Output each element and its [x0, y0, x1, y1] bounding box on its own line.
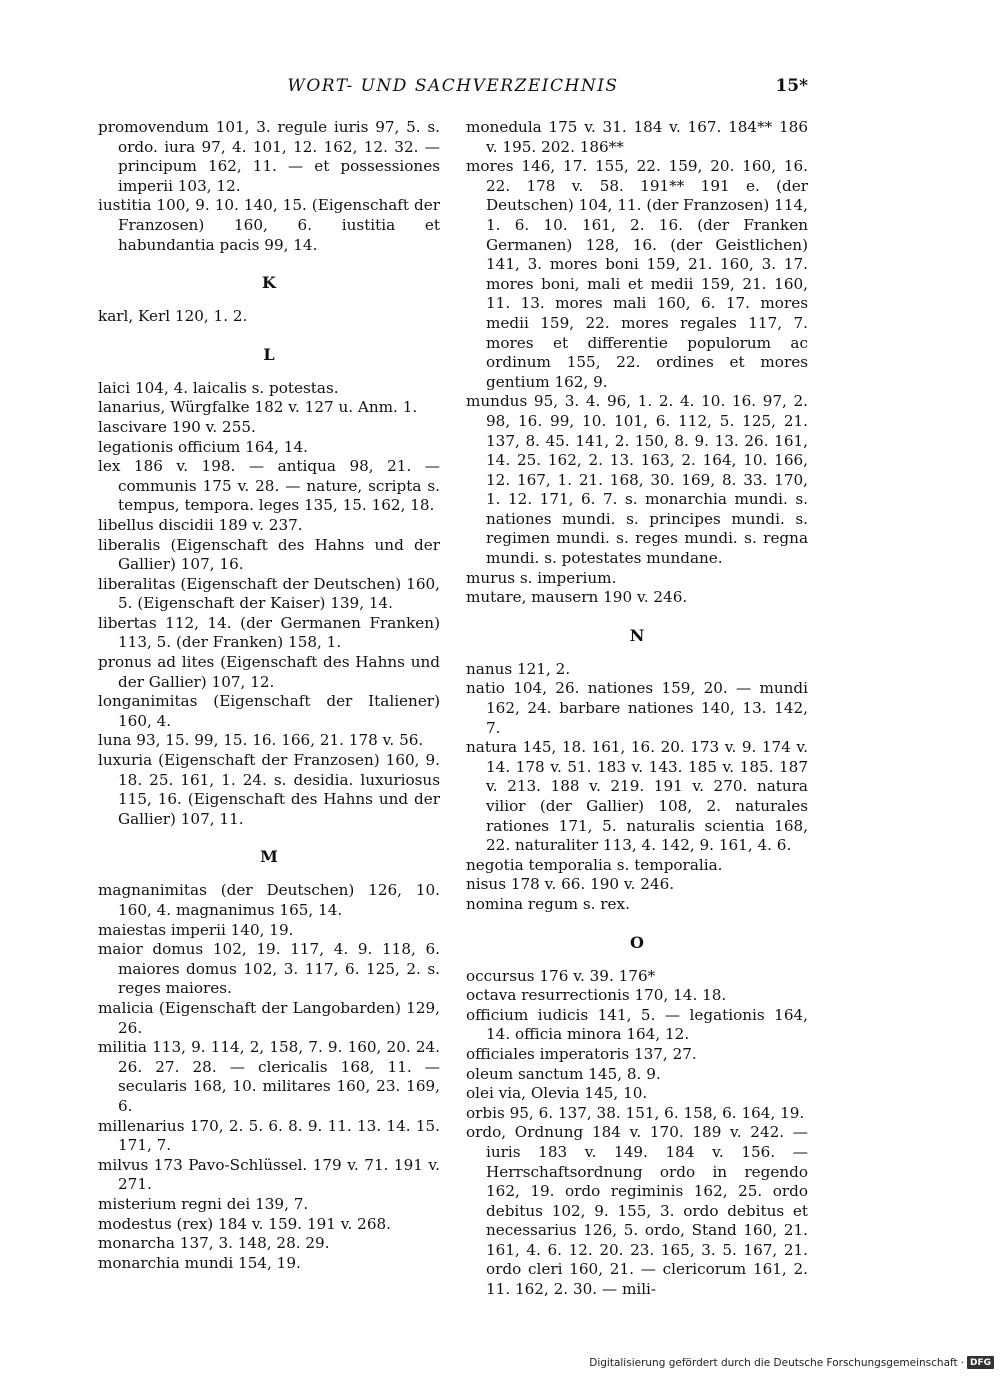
index-entry: monedula 175 v. 31. 184 v. 167. 184** 186 v. 195. 202. 186** [466, 118, 808, 156]
index-entry: liberalitas (Eigenschaft der Deutschen) 160, 5. (Eigenschaft der Kaiser) 139, 14. [98, 574, 440, 613]
dfg-logo-icon: DFG [967, 1356, 994, 1369]
section-letter: K [262, 273, 276, 293]
index-entry: orbis 95, 6. 137, 38. 151, 6. 158, 6. 164, 19. [466, 1103, 805, 1122]
index-entry: iustitia 100, 9. 10. 140, 15. (Eigenschaft der Franzosen) 160, 6. iustitia et habundantia pacis 99, 14. [98, 196, 440, 254]
index-entry: nisus 178 v. 66. 190 v. 246. [466, 875, 675, 894]
footer-credit [589, 1356, 994, 1369]
index-entry: officiales imperatoris 137, 27. [466, 1044, 697, 1063]
separator-dot: · [960, 1356, 964, 1369]
index-entry: murus s. imperium. [466, 568, 617, 587]
footer-text: Digitalisierung gefördert durch die Deutsche Forschungsgemeinschaft [589, 1356, 958, 1369]
index-entry: octava resurrectionis 170, 14. 18. [466, 986, 727, 1005]
index-entry: libertas 112, 14. (der Germanen Franken) 113, 5. (der Franken) 158, 1. [98, 613, 440, 652]
index-entry: longanimitas (Eigenschaft der Italiener) 160, 4. [98, 692, 440, 730]
index-entry: lex 186 v. 198. — antiqua 98, 21. — communis 175 v. 28. — nature, scripta s. tempus, tempora. leges 135, 15. 162, 18. [98, 457, 440, 515]
index-entry: karl, Kerl 120, 1. 2. [98, 307, 248, 326]
section-letter: N [629, 625, 645, 645]
index-entry: pronus ad lites (Eigenschaft des Hahns und der Gallier) 107, 12. [98, 653, 440, 691]
index-entry: mutare, mausern 190 v. 246. [466, 588, 688, 607]
index-entry: natura 145, 18. 161, 16. 20. 173 v. 9. 174 v. 14. 178 v. 51. 183 v. 143. 185 v. 185. 187 v. 213. 188 v. 219. 191 v. 270. natura vilior (der Gallier) 108, 2. naturales rationes 171, 5. naturalis scientia 168, 22. naturaliter 113, 4. 142, 9. 161, 4. 6. [466, 738, 808, 855]
index-entry: modestus (rex) 184 v. 159. 191 v. 268. [98, 1214, 392, 1233]
page-header [98, 76, 808, 100]
page-number: 15* [775, 76, 808, 96]
index-entry: monarchia mundi 154, 19. [98, 1253, 301, 1272]
index-entry: luxuria (Eigenschaft der Franzosen) 160, 9. 18. 25. 161, 1. 24. s. desidia. luxuriosus 115, 16. (Eigenschaft des Hahns und der Gallier) 107, 11. [98, 751, 440, 828]
running-title: WORT- UND SACHVERZEICHNIS [287, 76, 619, 96]
index-entry: luna 93, 15. 99, 15. 16. 166, 21. 178 v. 56. [98, 731, 424, 750]
index-entry: misterium regni dei 139, 7. [98, 1194, 309, 1213]
index-entry: legationis officium 164, 14. [98, 437, 308, 456]
left-column [98, 118, 440, 1273]
index-entry: lascivare 190 v. 255. [98, 417, 256, 436]
index-entry: mundus 95, 3. 4. 96, 1. 2. 4. 10. 16. 97, 2. 98, 16. 99, 10. 101, 6. 112, 5. 125, 21. 137, 8. 45. 141, 2. 150, 8. 9. 13. 26. 161, 14. 25. 162, 2. 13. 163, 2. 164, 10. 166, 12. 167, 1. 21. 168, 30. 169, 8. 33. 170, 1. 12. 171, 6. 7. s. monarchia mundi. s. nationes mundi. s. principes mundi. s. regimen mundi. s. reges mundi. s. regna mundi. s. potestates mundane. [466, 392, 808, 568]
index-entry: occursus 176 v. 39. 176* [466, 966, 656, 985]
index-entry: promovendum 101, 3. regule iuris 97, 5. s. ordo. iura 97, 4. 101, 12. 162, 12. 32. — principum 162, 11. — et possessiones imperii 103, 12. [98, 118, 440, 195]
index-entry: liberalis (Eigenschaft des Hahns und der Gallier) 107, 16. [98, 535, 440, 574]
index-entry: maiestas imperii 140, 19. [98, 920, 294, 939]
index-entry: millenarius 170, 2. 5. 6. 8. 9. 11. 13. 14. 15. 171, 7. [98, 1116, 440, 1155]
index-entry: natio 104, 26. nationes 159, 20. — mundi 162, 24. barbare nationes 140, 13. 142, 7. [466, 679, 808, 737]
index-entry: negotia temporalia s. temporalia. [466, 855, 723, 874]
index-entry: milvus 173 Pavo-Schlüssel. 179 v. 71. 191 v. 271. [98, 1155, 440, 1194]
index-entry: laici 104, 4. laicalis s. potestas. [98, 378, 339, 397]
index-entry: oleum sanctum 145, 8. 9. [466, 1064, 661, 1083]
index-entry: libellus discidii 189 v. 237. [98, 515, 303, 534]
index-entry: magnanimitas (der Deutschen) 126, 10. 160, 4. magnanimus 165, 14. [98, 881, 440, 919]
index-entry: monarcha 137, 3. 148, 28. 29. [98, 1234, 330, 1253]
index-entry: malicia (Eigenschaft der Langobarden) 129, 26. [98, 998, 440, 1037]
index-entry: militia 113, 9. 114, 2, 158, 7. 9. 160, 20. 24. 26. 27. 28. — clericalis 168, 11. — secularis 168, 10. militares 160, 23. 169, 6. [98, 1038, 440, 1115]
section-letter: L [263, 344, 275, 364]
right-column [466, 118, 808, 1300]
index-entry: maior domus 102, 19. 117, 4. 9. 118, 6. maiores domus 102, 3. 117, 6. 125, 2. s. reges maiores. [98, 940, 440, 998]
index-entry: mores 146, 17. 155, 22. 159, 20. 160, 16. 22. 178 v. 58. 191** 191 e. (der Deutschen) 104, 11. (der Franzosen) 114, 1. 6. 10. 161, 2. 16. (der Franken Germanen) 128, 16. (der Geistlichen) 141, 3. mores boni 159, 21. 160, 3. 17. mores boni, mali et medii 159, 21. 160, 11. 13. mores mali 160, 6. 17. mores medii 159, 22. mores regales 117, 7. mores et differentie populorum ac ordinum 155, 22. ordines et mores gentium 162, 9. [466, 157, 808, 391]
index-entry: nanus 121, 2. [466, 659, 571, 678]
index-entry: nomina regum s. rex. [466, 894, 630, 913]
index-entry: olei via, Olevia 145, 10. [466, 1084, 648, 1103]
index-entry: lanarius, Würgfalke 182 v. 127 u. Anm. 1. [98, 398, 418, 417]
section-letter: O [630, 932, 644, 952]
index-entry: ordo, Ordnung 184 v. 170. 189 v. 242. — iuris 183 v. 149. 184 v. 156. — Herrschaftsordnung ordo in regendo 162, 19. ordo regiminis 162, 25. ordo debitus 102, 9. 155, 3. ordo debitus et necessarius 126, 5. ordo, Stand 160, 21. 161, 4. 6. 12. 20. 23. 165, 3. 5. 167, 21. ordo cleri 160, 21. — clericorum 161, 2. 11. 162, 2. 30. — mili- [466, 1123, 808, 1299]
section-letter: M [260, 847, 278, 867]
index-entry: officium iudicis 141, 5. — legationis 164, 14. officia minora 164, 12. [466, 1005, 808, 1044]
